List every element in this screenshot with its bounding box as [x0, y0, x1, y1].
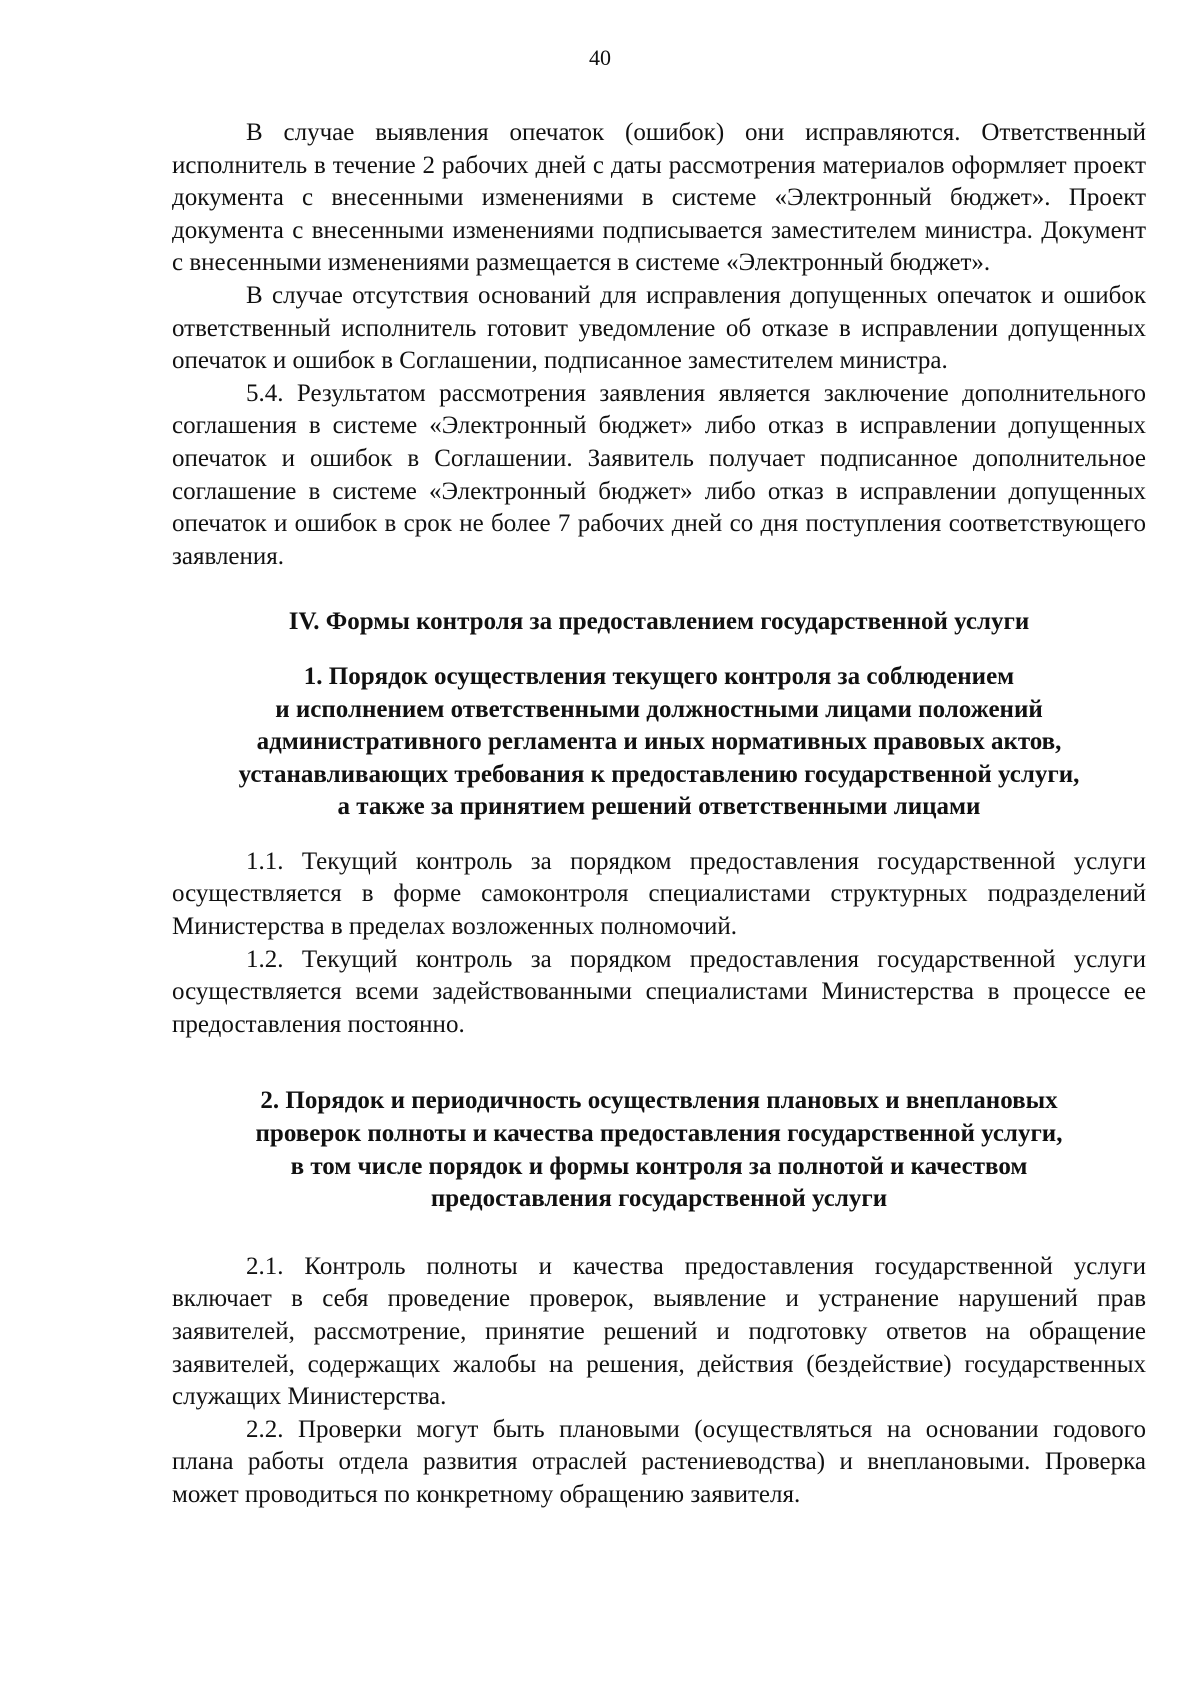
subheading-line: и исполнением ответственными должностными лицами положений	[275, 695, 1043, 723]
subheading-inspections	[172, 1085, 1146, 1215]
subheading-line: 1. Порядок осуществления текущего контроля за соблюдением	[303, 662, 1015, 690]
subheading-current-control	[172, 661, 1146, 824]
paragraph-result-5-4: 5.4. Результатом рассмотрения заявления является заключение дополнительного соглашения в системе «Электронный бюджет» либо отказ в исправлении допущенных опечаток и ошибок в Соглашении. Заявитель получает подписанное дополнительное соглашение в системе «Электронный бюджет» либо отказ в исправлении допущенных опечаток и ошибок в срок не более 7 рабочих дней со дня поступления соответствующего заявления.	[172, 379, 1146, 570]
subheading-line: 2. Порядок и периодичность осуществления плановых и внеплановых	[260, 1087, 1058, 1115]
subheading-line: в том числе порядок и формы контроля за полнотой и качеством	[290, 1152, 1028, 1180]
paragraph-1-1: 1.1. Текущий контроль за порядком предоставления государственной услуги осуществляется в форме самоконтроля специалистами структурных подразделений Министерства в пределах возложенных полномочий.	[172, 847, 1146, 941]
paragraph-typo-correction: В случае выявления опечаток (ошибок) они исправляются. Ответственный исполнитель в течение 2 рабочих дней с даты рассмотрения материалов оформляет проект документа с внесенными изменениями в системе «Электронный бюджет». Проект документа с внесенными изменениями подписывается заместителем министра. Документ с внесенными изменениями размещается в системе «Электронный бюджет».	[172, 119, 1146, 277]
subheading-line: устанавливающих требования к предоставлению государственной услуги,	[238, 760, 1080, 788]
subheading-line: предоставления государственной услуги	[430, 1185, 888, 1213]
document-body	[172, 117, 1146, 1512]
subheading-line: проверок полноты и качества предоставления государственной услуги,	[255, 1120, 1063, 1148]
page-number: 40	[589, 45, 611, 70]
subheading-line: административного регламента и иных нормативных правовых актов,	[256, 728, 1062, 756]
subheading-line: а также за принятием решений ответственными лицами	[337, 793, 981, 821]
paragraph-2-1: 2.1. Контроль полноты и качества предоставления государственной услуги включает в себя проведение проверок, выявление и устранение нарушений прав заявителей, рассмотрение, принятие решений и подготовку ответов на обращение заявителей, содержащих жалобы на решения, действия (бездействие) государственных служащих Министерства.	[172, 1252, 1146, 1411]
paragraph-refusal-notice: В случае отсутствия оснований для исправления допущенных опечаток и ошибок ответственный исполнитель готовит уведомление об отказе в исправлении допущенных опечаток и ошибок в Соглашении, подписанное заместителем министра.	[172, 281, 1146, 375]
section-heading-iv: IV. Формы контроля за предоставлением государственной услуги	[288, 608, 1030, 636]
paragraph-2-2: 2.2. Проверки могут быть плановыми (осуществляться на основании годового плана работы отдела развития отраслей растениеводства) и внеплановыми. Проверка может проводиться по конкретному обращению заявителя.	[172, 1415, 1146, 1508]
paragraph-1-2: 1.2. Текущий контроль за порядком предоставления государственной услуги осуществляется всеми задействованными специалистами Министерства в процессе ее предоставления постоянно.	[172, 945, 1146, 1038]
